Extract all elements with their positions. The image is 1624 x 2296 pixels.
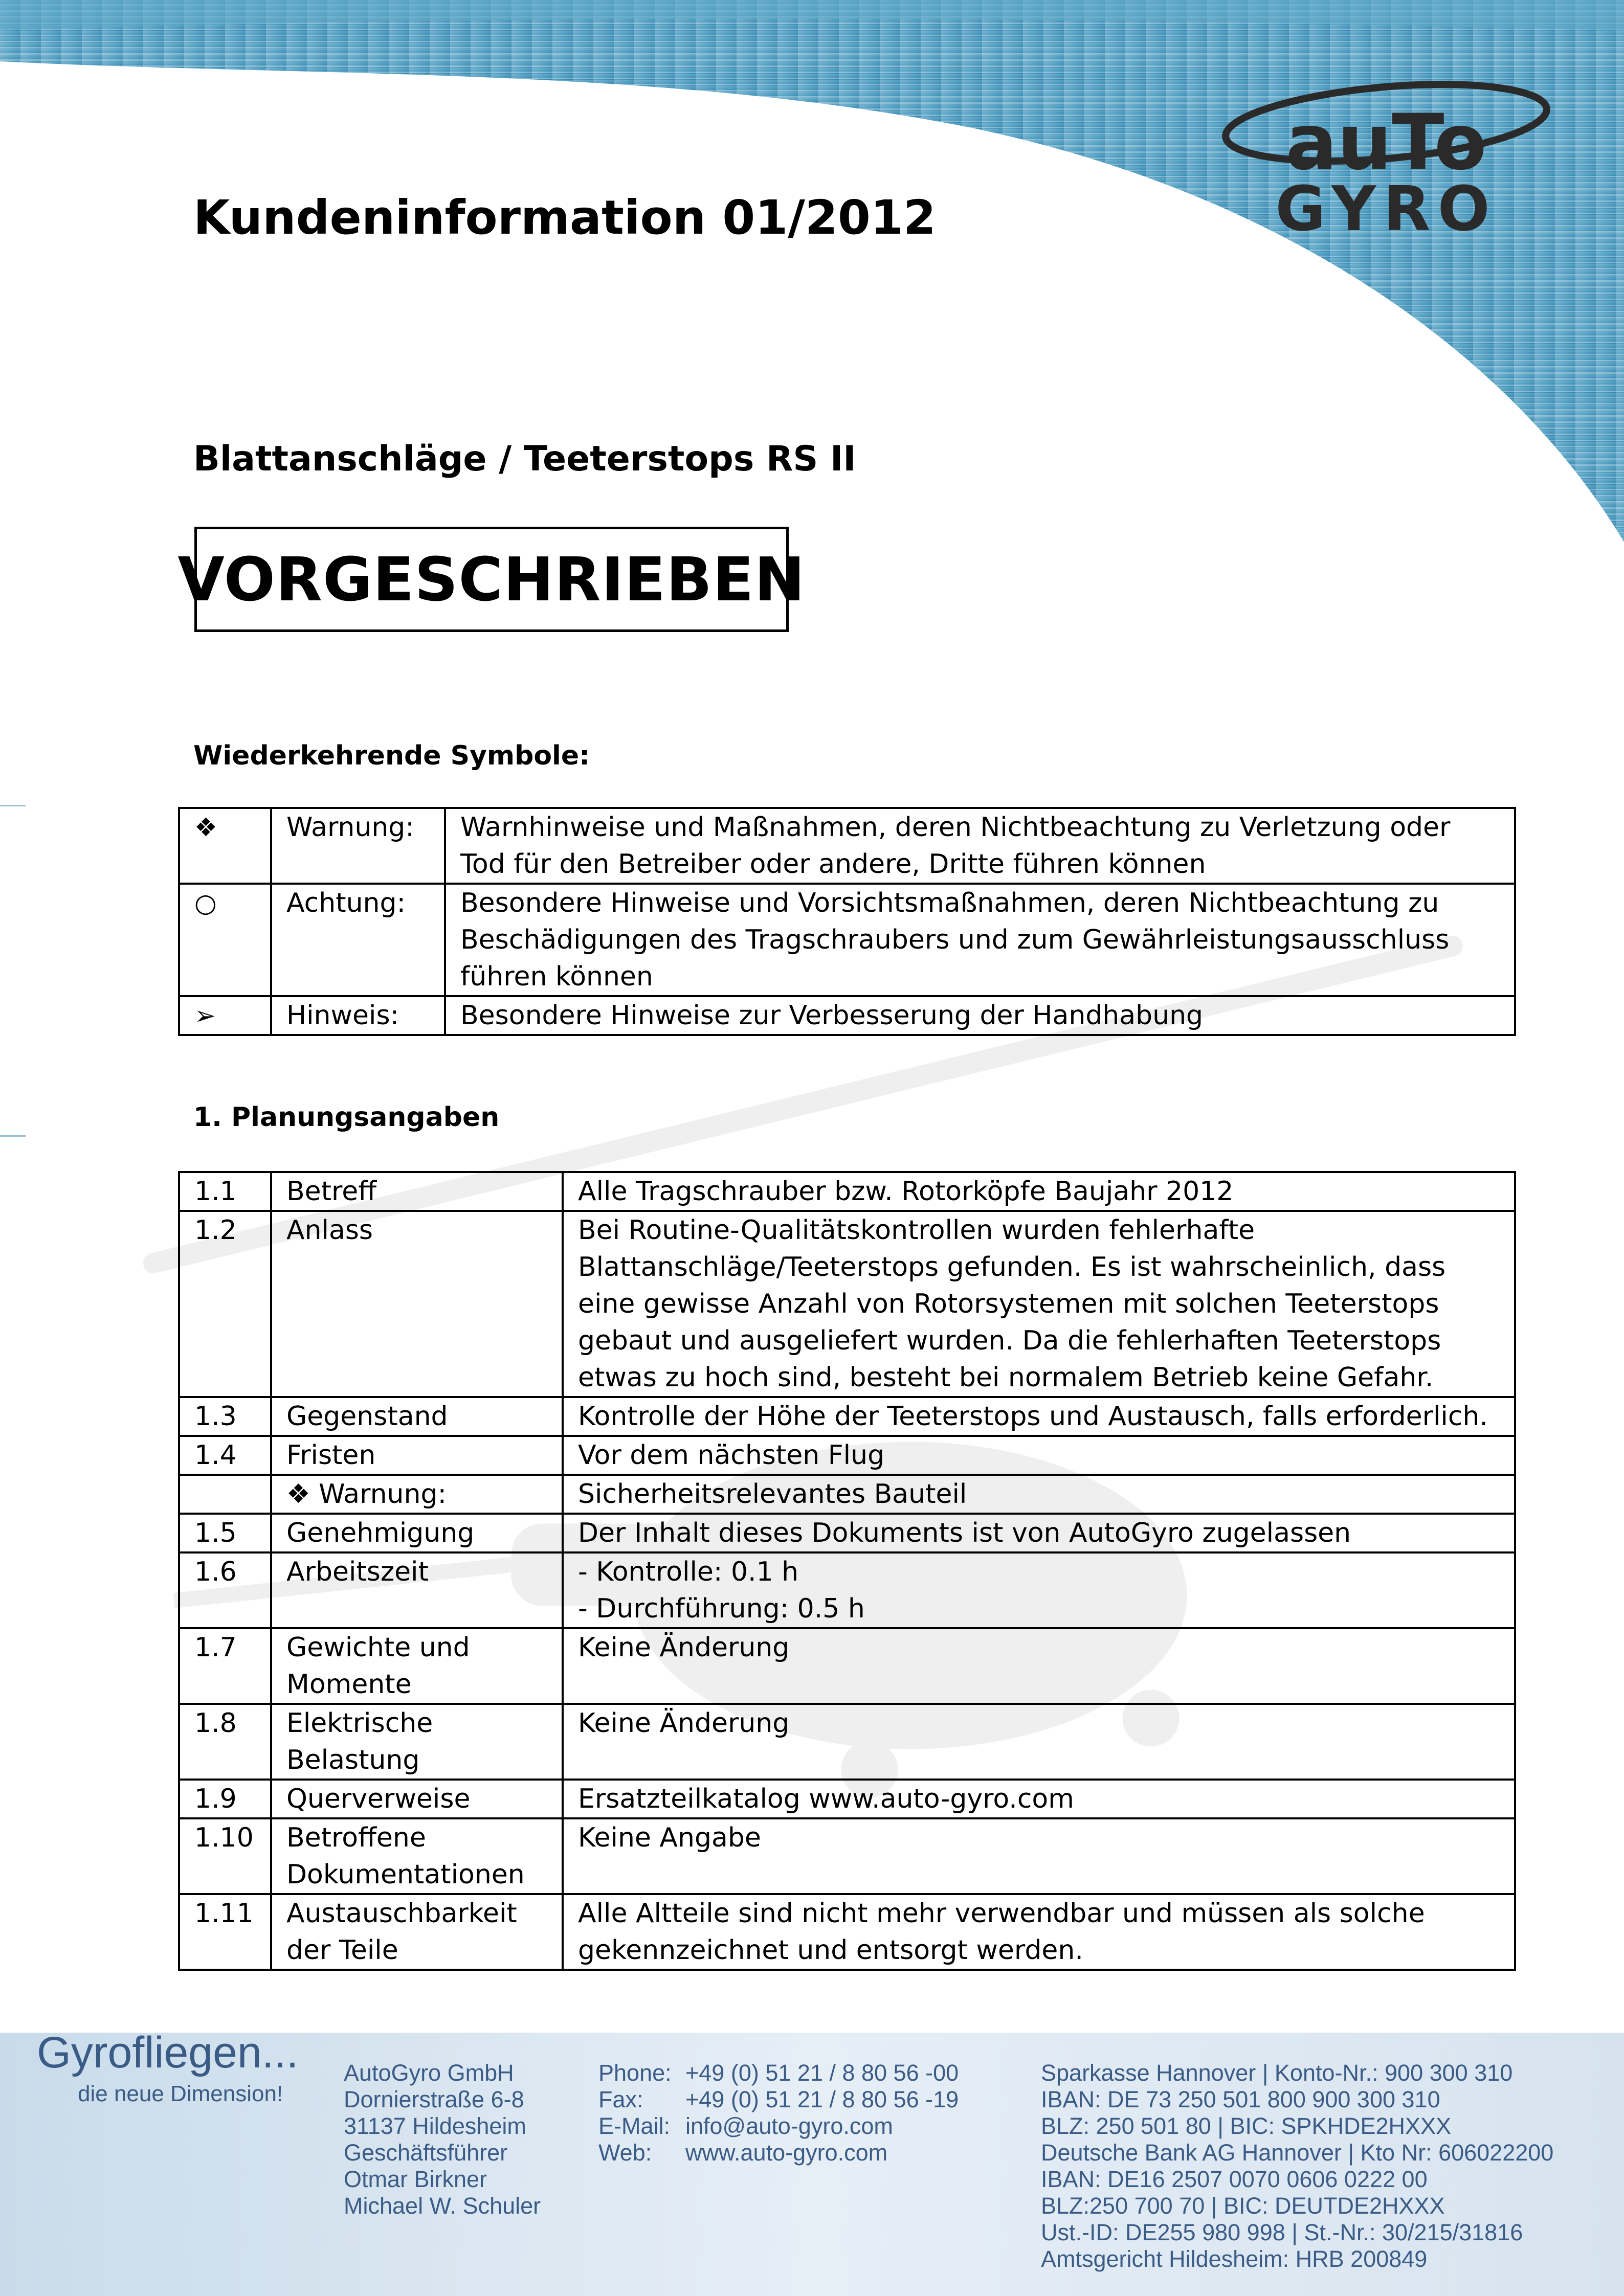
company-line: Otmar Birkner	[344, 2166, 487, 2192]
company-line: Geschäftsführer	[344, 2140, 508, 2166]
planning-num: 1.5	[179, 1514, 271, 1552]
planning-value: Sicherheitsrelevantes Bauteil	[563, 1475, 1515, 1514]
page-title: Kundeninformation 01/2012	[193, 190, 936, 245]
company-line: 31137 Hildesheim	[344, 2113, 526, 2139]
page-subtitle: Blattanschläge / Teeterstops RS II	[193, 439, 856, 479]
bank-line: IBAN: DE16 2507 0070 0606 0222 00	[1041, 2166, 1428, 2192]
bank-line: Sparkasse Hannover | Konto-Nr.: 900 300 310	[1041, 2060, 1513, 2086]
table-row	[179, 1475, 1515, 1514]
planning-num: 1.7	[179, 1628, 271, 1704]
fax-value: +49 (0) 51 21 / 8 80 56 -19	[685, 2086, 959, 2112]
table-row	[179, 1397, 1515, 1436]
mandatory-stamp	[177, 527, 806, 632]
planning-value: Keine Änderung	[563, 1628, 1515, 1704]
email-link[interactable]: info@auto-gyro.com	[685, 2113, 893, 2139]
arrowhead-icon: ➢	[179, 996, 271, 1035]
planning-num: 1.1	[179, 1172, 271, 1211]
circle-icon: ○	[179, 884, 271, 996]
bank-line: Ust.-ID: DE255 980 998 | St.-Nr.: 30/215/31816	[1041, 2219, 1523, 2245]
contact-label: Phone:	[598, 2060, 672, 2086]
planning-value: Alle Tragschrauber bzw. Rotorköpfe Baujahr 2012	[563, 1172, 1515, 1211]
bank-line: Amtsgericht Hildesheim: HRB 200849	[1041, 2246, 1428, 2272]
planning-label: Anlass	[271, 1211, 563, 1397]
autogyro-logo	[1217, 66, 1555, 251]
table-row	[179, 1704, 1515, 1780]
contact-label: E-Mail:	[598, 2113, 671, 2139]
phone-value: +49 (0) 51 21 / 8 80 56 -00	[685, 2060, 959, 2086]
planning-value: Kontrolle der Höhe der Teeterstops und Austausch, falls erforderlich.	[563, 1397, 1515, 1436]
section-heading: 1. Planungsangaben	[193, 1102, 500, 1133]
logo-text-top: auTo	[1285, 98, 1487, 187]
symbol-label: Hinweis:	[271, 996, 445, 1035]
planning-value: - Kontrolle: 0.1 h - Durchführung: 0.5 h	[563, 1552, 1515, 1628]
footer-slogan: Gyrofliegen...	[37, 2028, 299, 2077]
planning-value: Der Inhalt dieses Dokuments ist von AutoGyro zugelassen	[563, 1514, 1515, 1552]
planning-num: 1.2	[179, 1211, 271, 1397]
planning-value: Ersatzteilkatalog www.auto-gyro.com	[563, 1780, 1515, 1818]
table-row	[179, 1780, 1515, 1818]
bank-line: Deutsche Bank AG Hannover | Kto Nr: 606022200	[1041, 2140, 1554, 2166]
bank-line: IBAN: DE 73 250 501 800 900 300 310	[1041, 2086, 1440, 2112]
planning-value: Vor dem nächsten Flug	[563, 1436, 1515, 1475]
planning-num	[179, 1475, 271, 1514]
contact-label: Fax:	[598, 2086, 643, 2112]
symbol-label: Achtung:	[271, 884, 445, 996]
planning-value: Keine Angabe	[563, 1818, 1515, 1894]
symbol-description: Warnhinweise und Maßnahmen, deren Nichtbeachtung zu Verletzung oder Tod für den Betreiber oder andere, Dritte führen können	[445, 808, 1515, 884]
footer-slogan-sub: die neue Dimension!	[78, 2081, 283, 2106]
table-row	[179, 1552, 1515, 1628]
mandatory-stamp-label: VORGESCHRIEBEN	[177, 544, 806, 615]
symbols-table	[178, 807, 1516, 1036]
table-row	[179, 1894, 1515, 1970]
footer-contact-values	[685, 2060, 959, 2166]
planning-num: 1.10	[179, 1818, 271, 1894]
table-row	[179, 1211, 1515, 1397]
planning-label: Gegenstand	[271, 1397, 563, 1436]
planning-label: Genehmigung	[271, 1514, 563, 1552]
planning-label: Austauschbarkeit der Teile	[271, 1894, 563, 1970]
table-row	[179, 996, 1515, 1035]
symbols-heading: Wiederkehrende Symbole:	[193, 740, 590, 771]
planning-num: 1.8	[179, 1704, 271, 1780]
planning-value: Keine Änderung	[563, 1704, 1515, 1780]
planning-label: Betroffene Dokumentationen	[271, 1818, 563, 1894]
symbol-description: Besondere Hinweise zur Verbesserung der Handhabung	[445, 996, 1515, 1035]
planning-value: Bei Routine-Qualitätskontrollen wurden fehlerhafte Blattanschläge/Teeterstops gefunden. Es ist wahrscheinlich, dass eine gewisse Anzahl von Rotorsystemen mit solchen Teeterstops gebaut und ausgeliefert wurden. Da die fehlerhaften Teeterstops etwas zu hoch sind, besteht bei normalem Betrieb keine Gefahr.	[563, 1211, 1515, 1397]
planning-num: 1.9	[179, 1780, 271, 1818]
planning-value: Alle Altteile sind nicht mehr verwendbar und müssen als solche gekennzeichnet und entsorgt werden.	[563, 1894, 1515, 1970]
symbol-label: Warnung:	[271, 808, 445, 884]
side-mark	[0, 805, 26, 806]
company-line: Dornierstraße 6-8	[344, 2086, 524, 2112]
planning-num: 1.3	[179, 1397, 271, 1436]
table-row	[179, 1436, 1515, 1475]
table-row	[179, 884, 1515, 996]
contact-label: Web:	[598, 2140, 652, 2166]
table-row	[179, 1514, 1515, 1552]
planning-table	[178, 1171, 1516, 1971]
table-row	[179, 1172, 1515, 1211]
planning-label: Elektrische Belastung	[271, 1704, 563, 1780]
logo-text-bottom: GYRO	[1275, 174, 1497, 245]
side-mark	[0, 1135, 26, 1137]
planning-label: Arbeitszeit	[271, 1552, 563, 1628]
planning-label: Fristen	[271, 1436, 563, 1475]
symbol-description: Besondere Hinweise und Vorsichtsmaßnahmen, deren Nichtbeachtung zu Beschädigungen des Tragschraubers und zum Gewährleistungsausschluss führen können	[445, 884, 1515, 996]
table-row	[179, 1628, 1515, 1704]
footer-contact-labels	[598, 2060, 672, 2166]
footer-bank	[1041, 2060, 1553, 2272]
planning-num: 1.4	[179, 1436, 271, 1475]
planning-label: Querverweise	[271, 1780, 563, 1818]
footer-company	[344, 2060, 541, 2219]
company-line: AutoGyro GmbH	[344, 2060, 514, 2086]
website-link[interactable]: www.auto-gyro.com	[685, 2140, 888, 2166]
bank-line: BLZ: 250 501 80 | BIC: SPKHDE2HXXX	[1041, 2113, 1452, 2139]
bank-line: BLZ:250 700 70 | BIC: DEUTDE2HXXX	[1041, 2193, 1445, 2219]
planning-num: 1.11	[179, 1894, 271, 1970]
planning-num: 1.6	[179, 1552, 271, 1628]
company-line: Michael W. Schuler	[344, 2193, 541, 2219]
table-row	[179, 808, 1515, 884]
diamond-cross-icon: ❖	[179, 808, 271, 884]
planning-label: Betreff	[271, 1172, 563, 1211]
planning-label: Gewichte und Momente	[271, 1628, 563, 1704]
table-row	[179, 1818, 1515, 1894]
planning-label: ❖ Warnung:	[271, 1475, 563, 1514]
